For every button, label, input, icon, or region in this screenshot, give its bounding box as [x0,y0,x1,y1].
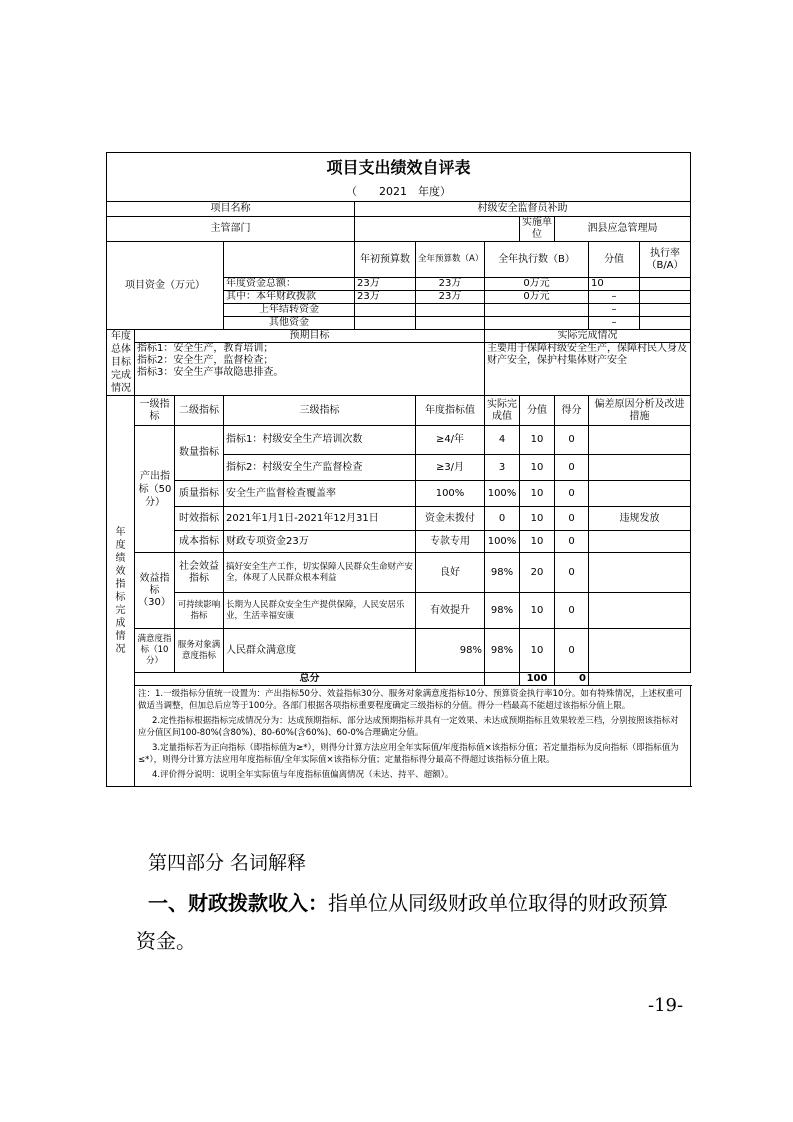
funds-row-name: 上年结转资金 [224,304,355,317]
ind-header-target: 年度指标值 [416,396,485,426]
funds-row-exec [485,304,589,317]
ind-actual: 0 [485,507,520,531]
ind-actual: 100% [485,481,520,507]
ind-got: 0 [555,507,589,531]
ind-score: 20 [520,553,555,593]
funds-header-initial: 年初预算数 [355,242,416,278]
goals-actual: 主要用于保障村级安全生产，保障村民人身及财产安全，保护村集体财产安全 [485,343,691,396]
ind-target: 资金未拨付 [416,507,485,531]
goals-expected: 指标1：安全生产，教育培训； 指标2：安全生产，监督检查； 指标3：安全生产事故隐患排查。 [135,343,485,396]
ind-got: 0 [555,629,589,673]
funds-row-name: 其中：本年财政拨款 [224,291,355,304]
benefit-indicator-label: 效益指标（30） [135,553,175,629]
ind-target: 98% [416,629,485,673]
ind-note [589,593,691,629]
indicators-label: 年度绩效指标完成情况 [107,396,135,787]
ind-header-l1: 一级指标 [135,396,175,426]
funds-label: 项目资金（万元） [107,242,224,330]
project-name-value: 村级安全监督员补助 [355,202,691,217]
ind-target: 100% [416,481,485,507]
funds-row-rate [640,304,691,317]
note-item: 3.定量指标若为正向指标（即指标值为≥*），则得分计算方法应用全年实际值/年度指标值×该指标分值；若定量指标为反向指标（即指标值为≤*），则得分计算方法应用年度指标值/全年实际值×该指标分值；定量指标得分最高不得超过该指标分值上限。 [138,743,679,765]
ind-l2: 数量指标 [175,426,224,481]
ind-score: 10 [520,481,555,507]
note-item: 2.定性指标根据指标完成情况分为：达成预期指标、部分达成预期指标并具有一定效果、未达成预期指标且效果较差三档，分别按照该指标对应分值区间100-80%(含80%)、80-60%(含60%)、60-0%合理确定分值。 [138,716,679,738]
note-item: 注：1.一级指标分值统一设置为：产出指标50分、效益指标30分、服务对象满意度指标10分、预算资金执行率10分。如有特殊情况，上述权重可做适当调整，但加总后应等于100分。各部门根据各项指标重要程度确定三级指标的分值。得分一档最高不能超过该指标分值上限。 [138,689,683,711]
section-title: 第四部分 名词解释 [148,852,307,874]
funds-row-initial: 23万 [355,291,416,304]
ind-note: 违规发放 [589,507,691,531]
funds-row-annual: 23万 [416,291,485,304]
funds-row-exec: 0万元 [485,291,589,304]
ind-score: 10 [520,593,555,629]
ind-l2: 社会效益指标 [175,553,224,593]
ind-score: 10 [520,507,555,531]
total-got: 0 [555,673,589,686]
funds-header-score: 分值 [589,242,640,278]
ind-got: 0 [555,531,589,553]
ind-got: 0 [555,426,589,455]
ind-l2: 服务对象满意度指标 [175,629,224,673]
year-line: （ 2021 年度） [107,183,691,202]
ind-note [589,531,691,553]
ind-target: 良好 [416,553,485,593]
funds-row-name: 年度资金总额： [224,278,355,291]
ind-actual: 98% [485,593,520,629]
ind-l3: 指标1：村级安全生产培训次数 [224,426,416,455]
ind-target: 专款专用 [416,531,485,553]
funds-row-annual [416,304,485,317]
funds-row-rate [640,278,691,291]
note-item: 4.评价得分说明：说明全年实际值与年度指标值偏离情况（未达、持平、超额）。 [152,770,454,780]
ind-l2: 可持续影响指标 [175,593,224,629]
ind-header-l3: 三级指标 [224,396,416,426]
funds-header-annual: 全年预算数（A） [416,242,485,278]
funds-header-exec: 全年执行数（B） [485,242,589,278]
ind-score: 10 [520,629,555,673]
performance-self-evaluation-table [106,152,691,787]
funds-row-score: – [589,317,640,330]
ind-target: ≥3/月 [416,455,485,481]
goals-expected-header: 预期目标 [135,330,485,343]
funds-row-score: – [589,291,640,304]
ind-got: 0 [555,593,589,629]
ind-l3: 财政专项资金23万 [224,531,416,553]
ind-l3: 安全生产监督检查覆盖率 [224,481,416,507]
satisfaction-indicator-label: 满意度指标（10分） [135,629,175,673]
impl-label: 实施单位 [520,217,555,242]
ind-l3: 指标2：村级安全生产监督检查 [224,455,416,481]
funds-row-rate [640,291,691,304]
ind-l3: 2021年1月1日-2021年12月31日 [224,507,416,531]
total-score: 100 [520,673,555,686]
page-number: -19- [648,995,684,1016]
definition-text-cont: 资金。 [136,929,196,953]
funds-row-initial [355,304,416,317]
definition-term: 一、财政拨款收入： [148,891,328,915]
ind-note [589,553,691,593]
ind-actual: 98% [485,553,520,593]
funds-header-blank [224,242,355,278]
impl-value: 泗县应急管理局 [555,217,691,242]
ind-note [589,629,691,673]
ind-l3: 长期为人民群众安全生产提供保障，人民安居乐业，生活幸福安康 [224,593,416,629]
funds-row-initial [355,317,416,330]
funds-row-annual [416,317,485,330]
funds-row-annual: 23万 [416,278,485,291]
ind-header-score: 分值 [520,396,555,426]
ind-actual: 3 [485,455,520,481]
funds-row-score: – [589,304,640,317]
funds-row-rate [640,317,691,330]
funds-row-score: 10 [589,278,640,291]
ind-actual: 98% [485,629,520,673]
ind-note [589,455,691,481]
ind-header-note: 偏差原因分析及改进措施 [589,396,691,426]
project-name-label: 项目名称 [107,202,355,217]
total-label: 总分 [135,673,485,686]
funds-row-initial: 23万 [355,278,416,291]
definition-text: 指单位从同级财政单位取得的财政预算 [328,891,668,915]
ind-l2: 时效指标 [175,507,224,531]
ind-note [589,481,691,507]
ind-note [589,426,691,455]
ind-header-l2: 二级指标 [175,396,224,426]
dept-label: 主管部门 [107,217,355,242]
definition-paragraph [136,884,693,960]
funds-row-exec [485,317,589,330]
ind-score: 10 [520,531,555,553]
ind-score: 10 [520,426,555,455]
ind-l2: 质量指标 [175,481,224,507]
ind-l3: 人民群众满意度 [224,629,416,673]
ind-header-actual: 实际完成值 [485,396,520,426]
dept-value [355,217,520,242]
ind-got: 0 [555,455,589,481]
funds-row-exec: 0万元 [485,278,589,291]
ind-score: 10 [520,455,555,481]
ind-header-got: 得分 [555,396,589,426]
ind-actual: 4 [485,426,520,455]
ind-got: 0 [555,553,589,593]
ind-got: 0 [555,481,589,507]
notes-block [135,686,691,787]
ind-actual: 100% [485,531,520,553]
goals-actual-header: 实际完成情况 [485,330,691,343]
ind-l3: 搞好安全生产工作，切实保障人民群众生命财产安全，体现了人民群众根本利益 [224,553,416,593]
table-title: 项目支出绩效自评表 [107,153,691,184]
funds-header-rate: 执行率（B/A） [640,242,691,278]
ind-target: 有效提升 [416,593,485,629]
funds-row-name: 其他资金 [224,317,355,330]
output-indicator-label: 产出指标（50分） [135,426,175,553]
ind-l2: 成本指标 [175,531,224,553]
goals-label: 年度总体目标完成情况 [107,330,135,396]
ind-target: ≥4/年 [416,426,485,455]
